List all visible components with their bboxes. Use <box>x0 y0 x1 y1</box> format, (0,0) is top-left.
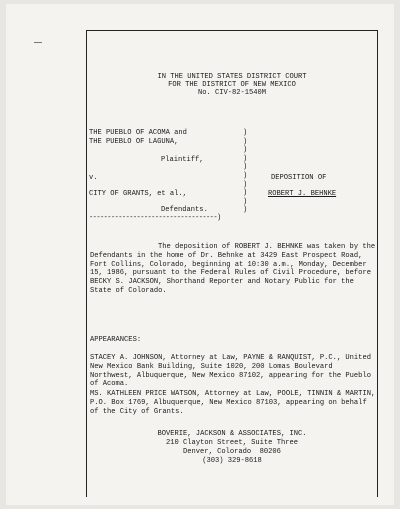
deposition-paragraph: The deposition of ROBERT J. BEHNKE was taken by the Defendants in the home of Dr. Behnke at 3429 East Prospect Road, Fort Collins, Colorado, beginning at 10:30 a.m., Monday, December 15, 1986, pursuant to the Federal Rules of Civil Procedure, before BECKY S. JACKSON, Shorthand Reporter and Notary Public for the State of Colorado. <box>90 243 376 295</box>
reporter-street: 210 Clayton Street, Suite Three <box>166 439 298 447</box>
margin-mark <box>34 42 42 43</box>
plaintiff-line-2: THE PUEBLO OF LAGUNA, <box>89 138 179 146</box>
plaintiff-role: Plaintiff, <box>161 156 204 164</box>
caption-paren-column: ) ) ) ) ) ) ) ) ) ) <box>243 129 248 215</box>
caption-bottom-rule: -----------------------------------) <box>89 214 221 222</box>
court-name: IN THE UNITED STATES DISTRICT COURT <box>157 73 307 81</box>
document-title: DEPOSITION OF <box>271 174 327 182</box>
deponent-name: ROBERT J. BEHNKE <box>268 190 337 198</box>
reporter-city: Denver, Colorado 80206 <box>183 448 281 456</box>
appearance-entry-1: STACEY A. JOHNSON, Attorney at Law, PAYNE & RANQUIST, P.C., United New Mexico Bank Building, Suite 1020, 200 Lomas Boulevard Northwest, Albuquerque, New Mexico 87102, appearing for the Pueblo of Acoma. <box>90 354 371 389</box>
court-district: FOR THE DISTRICT OF NEW MEXICO <box>168 81 296 89</box>
plaintiff-line-1: THE PUEBLO OF ACOMA and <box>89 129 187 137</box>
appearances-heading: APPEARANCES: <box>90 336 142 344</box>
document-page <box>6 4 394 505</box>
defendant-role: Defendants. <box>161 206 208 214</box>
reporter-firm: BOVERIE, JACKSON & ASSOCIATES, INC. <box>157 430 307 438</box>
versus: v. <box>89 174 98 182</box>
case-number: No. CIV-82-1540M <box>197 89 267 97</box>
defendant-name: CITY OF GRANTS, et al., <box>89 190 187 198</box>
appearance-entry-2: MS. KATHLEEN PRICE WATSON, Attorney at Law, POOLE, TINNIN & MARTIN, P.O. Box 1769, Albuquerque, New Mexico 87103, appearing on behalf of the City of Grants. <box>90 390 376 416</box>
reporter-phone: (303) 329-8618 <box>202 457 262 465</box>
